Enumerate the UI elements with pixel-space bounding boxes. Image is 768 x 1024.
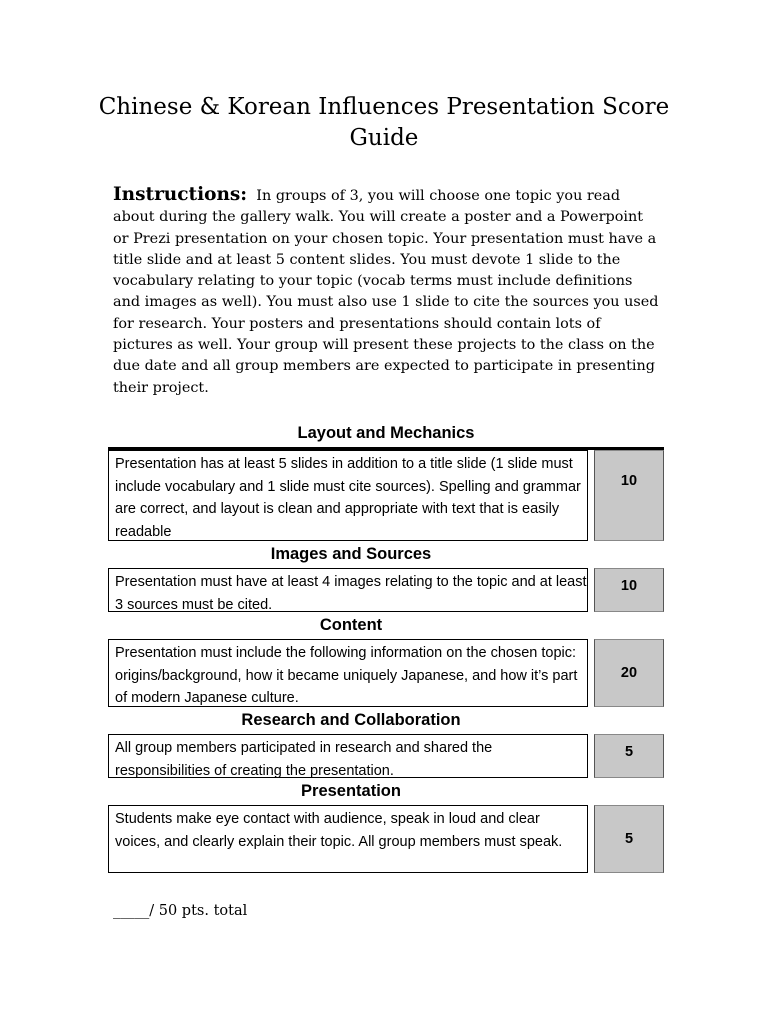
section-heading-layout: Layout and Mechanics — [108, 420, 664, 450]
points-cell — [594, 450, 664, 541]
points-value: 5 — [624, 831, 634, 847]
points-value: 10 — [620, 578, 638, 594]
criteria-description: All group members participated in research and shared the responsibilities of creating the presentation. — [108, 734, 588, 778]
instructions-text: In groups of 3, you will choose one topic you read about during the gallery walk. You will create a poster and a Powerpoint or Prezi presentation on your chosen topic. Your presentation must have a title slide and at least 5 content slides. You must devote 1 slide to the vocabulary relating to your topic (vocab terms must include definitions and images as well). You must also use 1 slide to cite the sources you used for research. Your posters and presentations should contain lots of pictures as well. Your group will present these projects to the class on the due date and all group members are expected to participate in presenting their project. — [113, 188, 659, 396]
points-cell — [594, 568, 664, 612]
rubric-row-presentation — [108, 805, 664, 873]
rubric-row-research — [108, 734, 664, 778]
instructions-paragraph — [113, 184, 661, 399]
criteria-description: Presentation has at least 5 slides in addition to a title slide (1 slide must include vocabulary and 1 slide must cite sources). Spelling and grammar are correct, and layout is clean and appropriate with text that is easily readable — [108, 450, 588, 541]
points-value: 20 — [620, 665, 638, 681]
points-value: 10 — [620, 473, 638, 489]
criteria-description: Presentation must include the following information on the chosen topic: origins/background, how it became uniquely Japanese, and how it’s part of modern Japanese culture. — [108, 639, 588, 707]
rubric-row-content — [108, 639, 664, 707]
section-heading-content: Content — [319, 616, 383, 634]
points-cell — [594, 734, 664, 778]
instructions-label: Instructions: — [113, 184, 248, 205]
rubric-row-layout — [108, 450, 664, 541]
total-points-line: _____/ 50 pts. total — [113, 903, 248, 919]
points-cell — [594, 639, 664, 707]
section-heading-research: Research and Collaboration — [241, 711, 461, 729]
score-rubric — [108, 420, 664, 873]
page-title: Chinese & Korean Influences Presentation Score Guide — [98, 94, 670, 151]
rubric-row-images — [108, 568, 664, 612]
points-cell — [594, 805, 664, 873]
points-value: 5 — [624, 744, 634, 760]
section-heading-images: Images and Sources — [270, 545, 432, 563]
criteria-description: Presentation must have at least 4 images relating to the topic and at least 3 sources must be cited. — [108, 568, 588, 612]
section-heading-presentation: Presentation — [301, 782, 401, 800]
criteria-description: Students make eye contact with audience, speak in loud and clear voices, and clearly explain their topic. All group members must speak. — [108, 805, 588, 873]
